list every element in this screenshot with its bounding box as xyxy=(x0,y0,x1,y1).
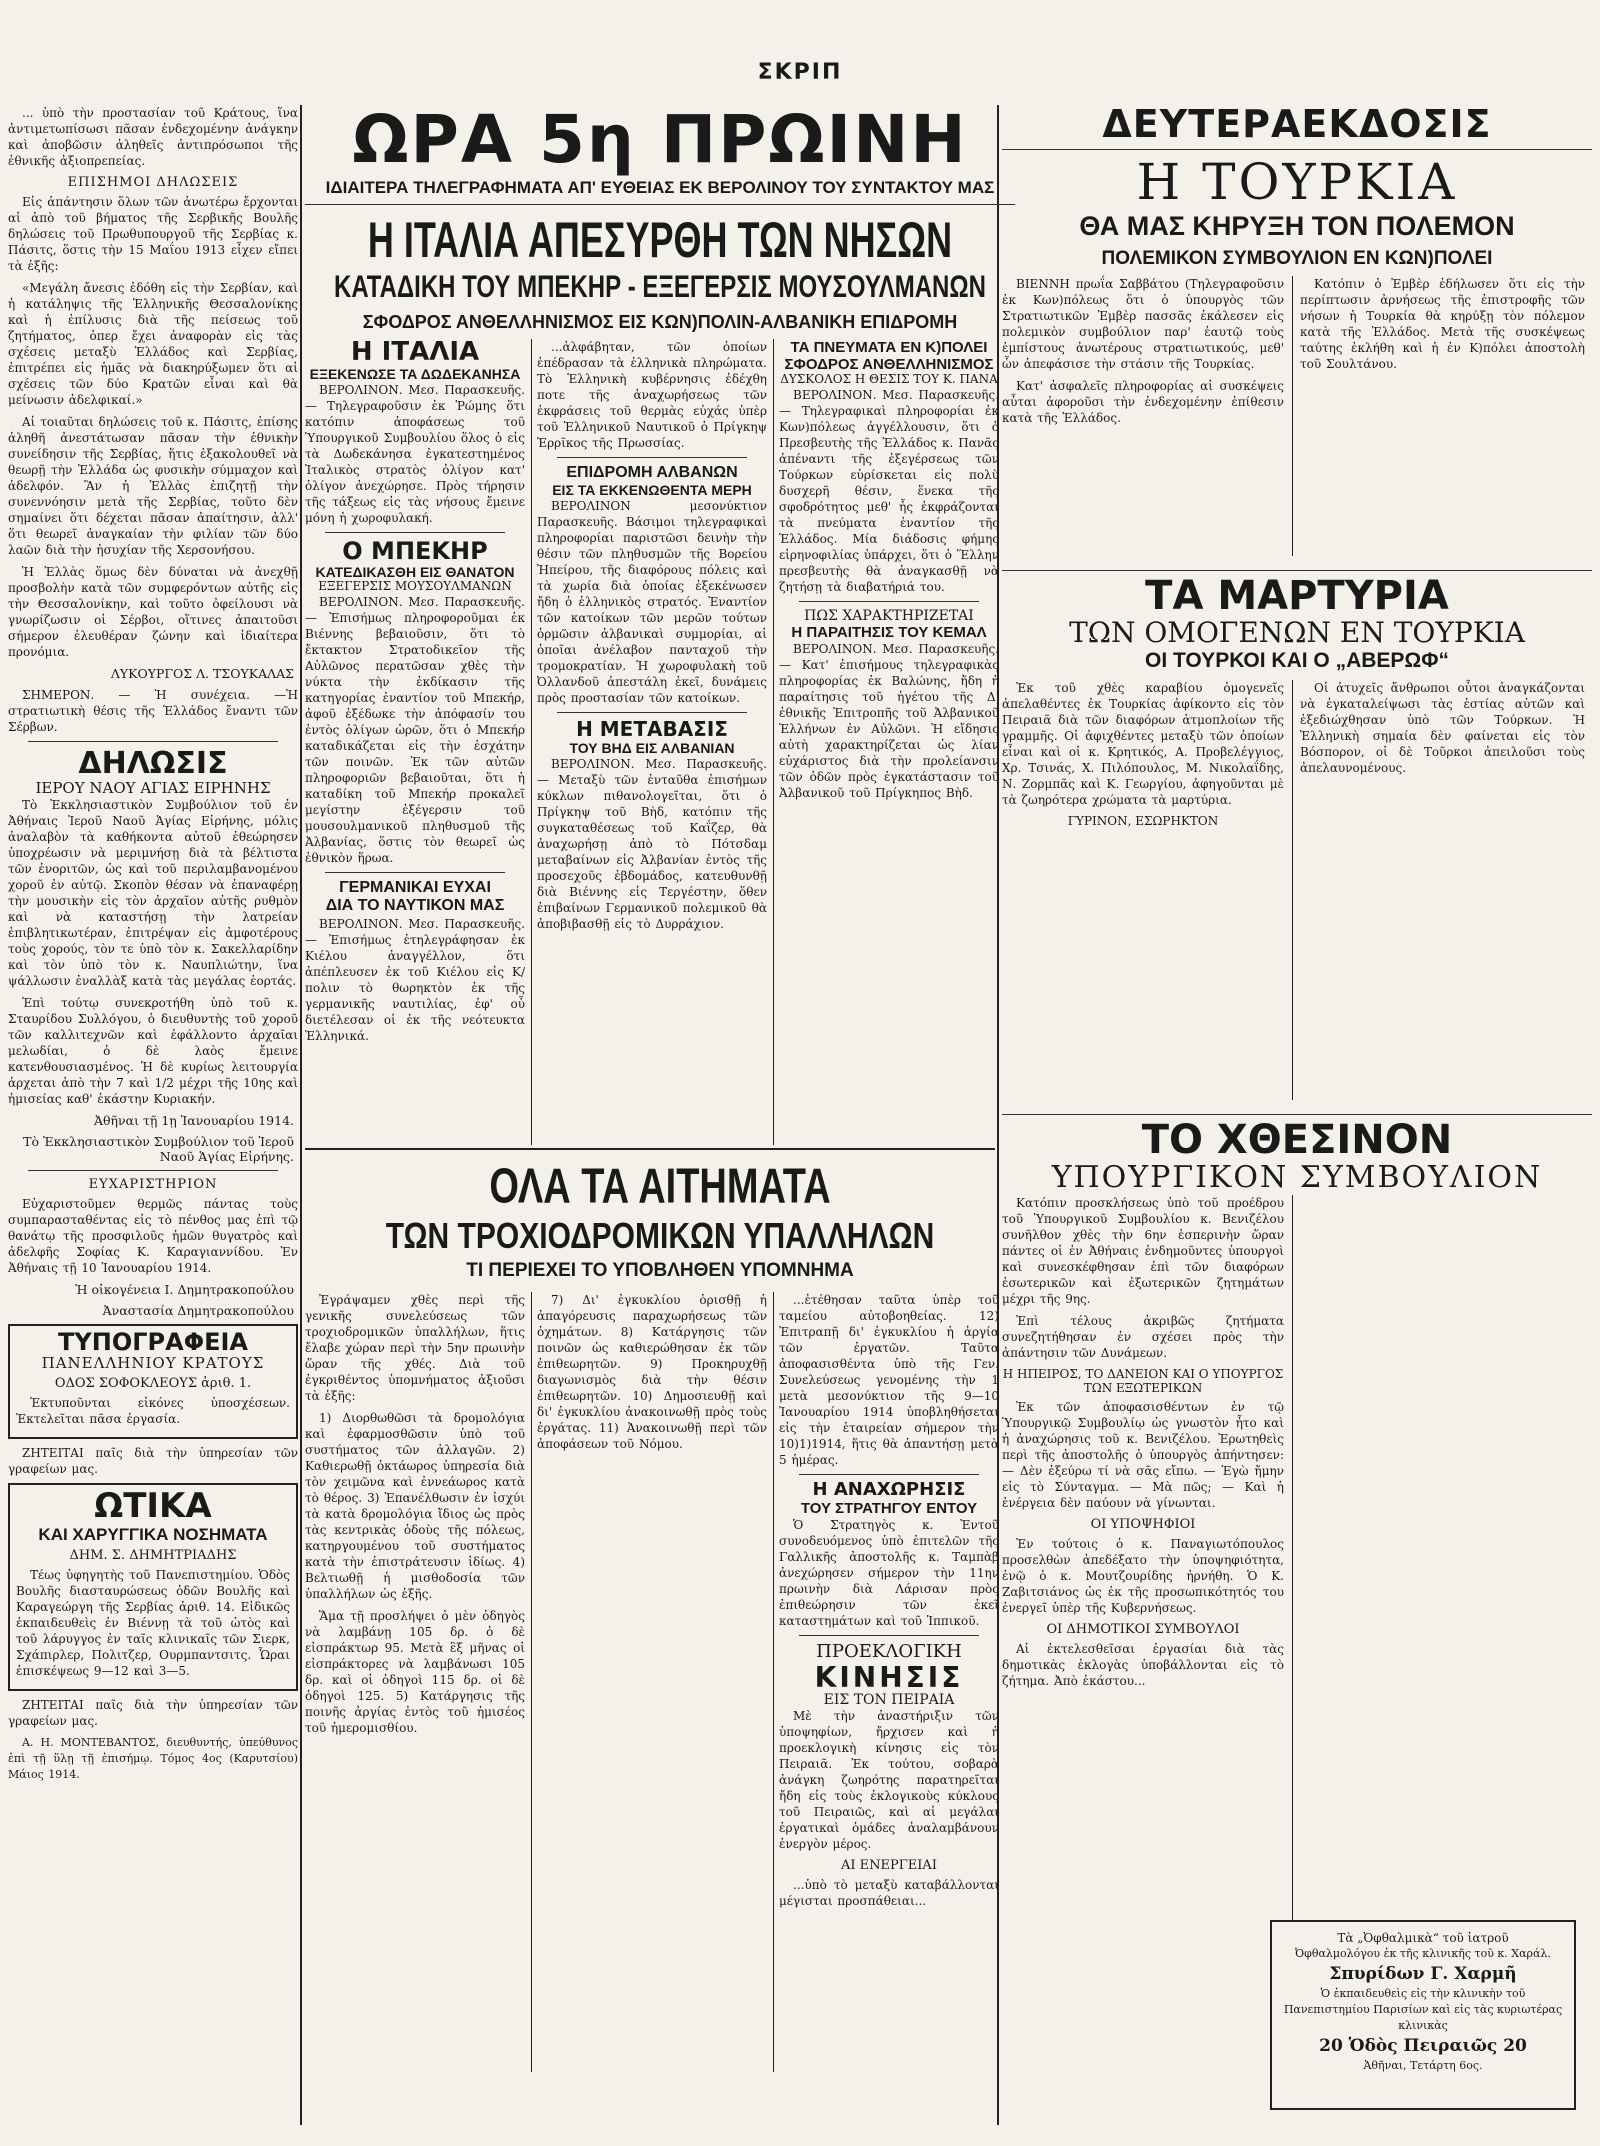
tram-headline-2: ΤΩΝ ΤΡΟΧΙΟΔΡΟΜΙΚΩΝ ΥΠΑΛΛΗΛΩΝ xyxy=(385,1216,935,1256)
center-subcolumns xyxy=(305,336,1015,1145)
constantinople-article xyxy=(779,339,999,808)
war-text: Κατ' ἀσφαλεῖς πληροφορίας αἱ συσκέψεις αὗται ἀφοροῦσι τὴν ἐνδεχομένην ἐπίθεσιν κατὰ τῆς Ἑλλάδος. xyxy=(1002,379,1284,426)
thanks-signature: Ἡ οἰκογένεια Ι. Δημητρακοπούλου xyxy=(75,1281,294,1297)
tram-article-continued xyxy=(537,1292,767,1458)
council-text: Ἐκ τῶν ἀποφασισθέντων ἐν τῷ Ὑπουργικῷ Συμβουλίῳ ὡς γνωστὸν ἦτο καὶ ἡ ἀναχώρησις τοῦ κ. Βενιζέλου. Ἐρωτηθεὶς περὶ τῆς ἀποστολῆς ὁ ὑπουργὸς ἀπήντησεν: — Δὲν ἐξεύρω τί νὰ σᾶς εἴπω. — Ἐγὼ ἤμην εἰς τὸ Σύνταγμα. — Μὰ πῶς; — Καὶ ἡ ἐνέργεια δὲν παύουν νὰ γίνωνται. xyxy=(1002,1400,1284,1511)
official-paragraph: Εἰς ἀπάντησιν ὅλων τῶν ἀνωτέρω ἔρχονται αἱ ἀπὸ τοῦ βήματος τῆς Σερβικῆς Βουλῆς δηλώσεις τοῦ Πρωθυπουργοῦ τῆς Σερβίας κ. Πάσιτς, ὅστις τὴν 15 Μαΐου 1913 εἶχεν εἴπει τὰ ἑξῆς: xyxy=(8,195,298,273)
masthead-title: ΣΚΡΙΠ xyxy=(757,60,843,85)
witness-text: Ἐκ τοῦ χθὲς καραβίου ὁμογενεῖς ἀπελαθέντες ἐκ Τουρκίας ἀφίκοντο εἰς τὸν Πειραιᾶ διὰ τῶν διαφόρων ἀτμοπλοίων τῆς γραμμῆς. Οἱ ἀφιχθέντες μεταξὺ τῶν ὁποίων εἶναι καὶ οἱ κ. Κρητικός, Α. Προβελέγγιος, Χρ. Τσινάς, Χ. Πιλόπουλος, Μ. Νικολαΐδης, Ν. Ζορμπᾶς καὶ Κ. Γεωργίου, ἀφηγοῦνται μὲ τὰ ζωηρότερα χρώματα τὰ μαρτύρια. xyxy=(1002,680,1284,807)
spirits-heading: ΤΑ ΠΝΕΥΜΑΤΑ ΕΝ Κ)ΠΟΛΕΙ xyxy=(790,338,988,356)
column-rule xyxy=(531,339,532,1145)
left-column xyxy=(8,105,298,2125)
tram-text: ...ἐτέθησαν ταῦτα ὑπὲρ τοῦ ταμείου αὐτοβοηθείας. 12) Ἐπιτραπῇ δι' ἐγκυκλίου ἡ ἀργία τῶν ἐργατῶν. Ταῦτα ἀποφασισθέντα ὑπὸ τῆς Γεν. Συνελεύσεως γενομένης τὴν 1 μετὰ μεσονύκτιον τῆς 9—10 Ἰανουαρίου 1914 ὑποβληθήσεται εἰς τὴν ἑταιρείαν σήμερον τὴν 10)1)1914, ἥτις θὰ ἀπαντήσῃ μετὰ 5 ἡμέρας. xyxy=(779,1293,999,1468)
kemal-subheading: Η ΠΑΡΑΙΤΗΣΙΣ ΤΟΥ ΚΕΜΑΛ xyxy=(791,623,987,641)
divider xyxy=(799,1635,979,1636)
divider xyxy=(799,601,979,602)
tram-text: 7) Δι' ἐγκυκλίου ὁρισθῇ ἡ ἀπαγόρευσις παραχωρήσεως τῶν ὀχημάτων. 8) Κατάργησις τῶν ποινῶν ὡς καθιερώθησαν ἐκ τῶν ἐπιθεωρητῶν. 9) Προκηρυχθῇ διαγωνισμὸς διὰ τὴν θέσιν ἐπιθεωρητῶν. 10) Δημοσιευθῇ καὶ δι' ἐγκυκλίου ἀνακοινωθῇ πρὸς τοὺς ἐργάτας. 11) Ἀνακοινωθῇ περὶ τῶν ἀποφάσεων τοῦ Νόμου. xyxy=(537,1293,767,1452)
spirits-subheading-2: ΔΥΣΚΟΛΟΣ Η ΘΕΣΙΣ ΤΟΥ Κ. ΠΑΝΑ xyxy=(780,372,998,387)
column-rule xyxy=(300,105,302,2125)
war-subcolumns xyxy=(1002,276,1592,566)
tram-text: Ἐγράψαμεν χθὲς περὶ τῆς γενικῆς συνελεύσεως τῶν τροχιοδρομικῶν ὑπαλλήλων, ἥτις ἔλαβε χώραν περὶ τὴν 5ην πρωινὴν ὥραν τῆς χθές. Διὰ τοῦ ἐγκριθέντος ὑπομνήματος ἀξιοῦσι τὰ ἑξῆς: xyxy=(305,1293,525,1404)
column-rule xyxy=(773,1292,774,2072)
turkey-headline: Η ΤΟΥΡΚΙΑ xyxy=(1136,152,1458,211)
intro-paragraph: ... ὑπὸ τὴν προστασίαν τοῦ Κράτους, ἵνα ἀντιμετωπίσωσι πᾶσαν ἐνδεχομένην ἀνάγκην καὶ ἀποβῶσιν ἀληθεῖς ἀντιπρόσωποι τῆς ἐθνικῆς ἀξιοπρεπείας. xyxy=(8,106,298,168)
divider xyxy=(557,712,747,713)
wied-text: ΒΕΡΟΛΙΝΟΝ. Μεσ. Παρασκευῆς. — Μεταξὺ τῶν ἐνταῦθα ἐπισήμων κύκλων πιθανολογεῖται, ὅτι ὁ Πρίγκηψ τοῦ Βὴδ, κατόπιν τῆς συγκαταθέσεως τοῦ Καΐζερ, θὰ ἀναχωρήσῃ ἀπὸ τὸ Πότσδαμ μεταβαίνων εἰς Ἀλβανίαν ἐντὸς τῆς προσεχοῦς ἑβδομάδος, κατευθυνθῇ διὰ Βιέννης εἰς Τεργέστην, ὅθεν ἐπιβαίνων Γερμανικοῦ πολεμικοῦ θὰ ἀποβιβασθῇ εἰς τὸ Δυρράχιον. xyxy=(537,757,767,932)
war-text: ΒΙΕΝΝΗ πρωΐα Σαββάτου (Τηλεγραφοῦσιν ἐκ Κων)πόλεως ὅτι ὁ ὑπουργὸς τῶν Στρατιωτικῶν Ἐμβὲρ πασσᾶς ἐκάλεσεν εἰς πολεμικὸν συμβούλιον παρ' ἑαυτῷ τοὺς ἐμπίστους ἀνωτέρους στρατιωτικούς, μεθ' ὧν ἀπεφάσισε τὴν στάσιν τῆς Τουρκίας. xyxy=(1002,277,1284,372)
municipal-heading: ΟΙ ΔΗΜΟΤΙΚΟΙ ΣΥΜΒΟΥΛΟΙ xyxy=(1046,1622,1240,1638)
ent-doctor-name: ΔΗΜ. Σ. ΔΗΜΗΤΡΙΑΔΗΣ xyxy=(69,1548,237,1564)
divider xyxy=(557,457,747,458)
banner-headline: ΩΡΑ 5η ΠΡΩΙΝΗ xyxy=(352,105,968,178)
church-date: Ἀθῆναι τῇ 1ῃ Ἰανουαρίου 1914. xyxy=(94,1112,294,1128)
epirus-heading: ΕΠΙΔΡΟΜΗ ΑΛΒΑΝΩΝ xyxy=(566,463,738,481)
witness-subcolumns xyxy=(1002,680,1592,1110)
witness-article-continued xyxy=(1300,680,1585,782)
candidates-heading: ΟΙ ΥΠΟΨΗΦΙΟΙ xyxy=(1090,1517,1196,1533)
publisher-note: Α. Η. ΜΟΝΤΕΒΑΝΤΟΣ, διευθυντής, ὑπεύθυνος ἐπὶ τῇ ὕλῃ τῇ ἐπισήμῳ. Τόμος 4ος (Καρυτσίου) Μάιος 1914. xyxy=(8,1736,298,1782)
tram-headline-3: ΤΙ ΠΕΡΙΕΧΕΙ ΤΟ ΥΠΟΒΛΗΘΕΝ ΥΠΟΜΝΗΜΑ xyxy=(466,1260,854,1282)
author-signature: ΛΥΚΟΥΡΓΟΣ Λ. ΤΣΟΥΚΑΛΑΣ xyxy=(110,666,294,681)
main-headline-3: ΣΦΟΔΡΟΣ ΑΝΘΕΛΛΗΝΙΣΜΟΣ ΕΙΣ ΚΩΝ)ΠΟΛΙΝ-ΑΛΒΑΝΙΚΗ ΕΠΙΔΡΟΜΗ xyxy=(362,311,958,332)
bekir-text: ΒΕΡΟΛΙΝΟΝ. Μεσ. Παρασκευῆς. — Ἐπισήμως πληροφοροῦμαι ἐκ Βιέννης βεβαιοῦσιν, ὅτι τὸ ἔκτακτον Στρατοδικεῖον τῆς Αὐλῶνος περατῶσαν χθὲς τὴν νύκτα τὴν ἐκδίκασιν τῆς κατηγορίας ἐναντίον τοῦ Μπεκήρ, ἀφοῦ ἐξέδωκε τὴν ἀπόφασίν του ἐντὸς ὀλίγων ὡρῶν, ὅτι ὁ Μπεκήρ καταδικάζεται εἰς τὴν ἐσχάτην τῶν ποινῶν. Ἐκ τῶν αὐτῶν πληροφοριῶν βεβαιοῦται, ὅτι ἡ καταδίκη τοῦ Μπεκήρ προκαλεῖ μεγίστην ἐξέγερσιν τοῦ μουσουλμανικοῦ πληθυσμοῦ τῆς Ἀλβανίας, ὅστις τὸν θεωρεῖ ὡς ἐθνικὸν ἥρωα. xyxy=(305,594,525,865)
today-note: ΣΗΜΕΡΟΝ. — Ἡ συνέχεια. —Ἡ στρατιωτικὴ θέσις τῆς Ἑλλάδος ἔναντι τῶν Σέρβων. xyxy=(8,688,298,734)
ad-line: Ὁ ἐκπαιδευθεὶς εἰς τὴν κλινικὴν τοῦ Πανεπιστημίου Παρισίων καὶ εἰς τὰς κυριωτέρας κλινικὰς xyxy=(1283,1987,1563,2032)
bottom-text: ...ὑπὸ τὸ μεταξὺ καταβάλλονται μέγισται προσπάθειαι... xyxy=(779,1878,999,1909)
turkey-headline-3: ΠΟΛΕΜΙΚΟΝ ΣΥΜΒΟΥΛΙΟΝ ΕΝ ΚΩΝ)ΠΟΛΕΙ xyxy=(1101,248,1493,270)
depart-heading: Η ΑΝΑΧΩΡΗΣΙΣ xyxy=(812,1479,966,1501)
main-headline-2: ΚΑΤΑΔΙΚΗ ΤΟΥ ΜΠΕΚΗΡ - ΕΞΕΓΕΡΣΙΣ ΜΟΥΣΟΥΛΜΑΝΩΝ xyxy=(334,270,986,306)
ad-line: Τὰ „Ὀφθαλμικὰ“ τοῦ ἰατροῦ xyxy=(1337,1931,1509,1945)
ent-doctor-ad xyxy=(8,1483,298,1691)
ad-line: Ὀφθαλμολόγου ἐκ τῆς κλινικῆς τοῦ κ. Χαράλ. xyxy=(1295,1947,1551,1960)
tram-article xyxy=(305,1292,525,1742)
war-article-continued xyxy=(1300,276,1585,378)
ent-text: Τέως ὑφηγητὴς τοῦ Πανεπιστημίου. Ὁδὸς Βουλῆς διασταυρώσεως ὁδῶν Βουλῆς καὶ Καραγεώργη τῆς Σερβίας ἀριθ. 14. Εἰδικῶς ἐκπαιδευθεὶς ἐν Βιέννῃ τὰ τοῦ ὠτὸς καὶ τοῦ λάρυγγος ἐν ταῖς κλινικαῖς τῶν Σιερκ, Σχάπιρλερ, Πολιτζερ, Ουρμπαντσιτς. Ὧραι ἐπισκέψεως 9—12 καὶ 3—5. xyxy=(16,1568,290,1679)
second-edition-banner: ΔΕΥΤΕΡΑΕΚΔΟΣΙΣ xyxy=(1102,105,1492,146)
divider xyxy=(799,1474,979,1475)
epirus-subheading: ΕΙΣ ΤΑ ΕΚΚΕΝΩΘΕΝΤΑ ΜΕΡΗ xyxy=(552,481,752,498)
column-rule xyxy=(1292,276,1293,556)
ad-line: Ἀθῆναι, Τετάρτη 6ος. xyxy=(1363,2059,1483,2072)
bekir-subheading: ΚΑΤΕΔΙΚΑΣΘΗ ΕΙΣ ΘΑΝΑΤΟΝ xyxy=(315,564,515,581)
official-heading: ΕΠΙΣΗΜΟΙ ΔΗΛΩΣΕΙΣ xyxy=(67,175,239,190)
witness-article xyxy=(1002,680,1284,832)
italy-article xyxy=(305,336,525,1050)
printing-heading: ΤΥΠΟΓΡΑΦΕΙΑ xyxy=(58,1327,248,1356)
divider xyxy=(305,204,1015,205)
official-paragraph: Ἡ Ἑλλὰς ὅμως δὲν δύναται νὰ ἀνεχθῇ προσβολὴν κατὰ τῶν συμφερόντων αὐτῆς εἰς τὴν Θεσσαλονίκην, καὶ τοῦτο ὀφείλουσι νὰ γνωρίζωσιν οἱ Σέρβοι, οἵτινες ἀπαιτοῦσι σήμερον ἐλευθέραν ζώνην καὶ ἰδιαίτερα προνόμια. xyxy=(8,565,298,659)
church-signature: Τὸ Ἐκκλησιαστικὸν Συμβούλιον τοῦ Ἱεροῦ Ναοῦ Ἁγίας Εἰρήνης. xyxy=(23,1133,294,1164)
turkey-headline-2: ΘΑ ΜΑΣ ΚΗΡΥΞΗ ΤΟΝ ΠΟΛΕΜΟΝ xyxy=(1079,211,1515,242)
witness-place: ΓΥΡΙΝΟΝ, ΕΣΩΡΗΚΤΟΝ xyxy=(1067,813,1219,828)
divider xyxy=(28,741,278,742)
council-headline-2: ΥΠΟΥΡΓΙΚΟΝ ΣΥΜΒΟΥΛΙΟΝ xyxy=(1051,1159,1543,1195)
divider xyxy=(325,532,505,533)
spirits-subheading: ΣΦΟΔΡΟΣ ΑΝΘΕΛΛΗΝΙΣΜΟΣ xyxy=(784,355,994,373)
epirus-text: ΒΕΡΟΛΙΝΟΝ μεσονύκτιον Παρασκευῆς. Βάσιμοι τηλεγραφικαὶ πληροφορίαι παριστῶσι δεινὴν τὴν θέσιν τῶν πληθυσμῶν τῆς Βορείου Ἠπείρου, τῆς διαφόρους πόλεις καὶ τὰ χωρία διὰ ὁποίας ἐξεκένωσεν ἤδη ὁ ἑλληνικὸς στρατός. Ἐναντίον τῶν κατοίκων τῶν μερῶν τούτων ὁρμῶσιν ἀλβανικαὶ συμμορίαι, αἱ ὁποῖαι ἀνέλαβον πανταχοῦ τὴν τρομοκρατίαν. Ἡ χωροφυλακὴ τοῦ Ὀλλανδοῦ ἀπεστάλη ἐκεῖ, δυνάμεις πρὸς προστασίαν τῶν κατοίκων. xyxy=(537,499,767,705)
thanks-paragraph: Εὐχαριστοῦμεν θερμῶς πάντας τοὺς συμπαρασταθέντας εἰς τὸ πένθος μας ἐπὶ τῷ θανάτῳ τῆς προσφιλοῦς ἡμῶν θυγατρὸς καὶ ἀδελφῆς Σοφίας Κ. Καραγιαννίδου. Ἐν Ἀθήναις τῇ 10 Ἰανουαρίου 1914. xyxy=(8,1196,298,1275)
italy-heading: Η ΙΤΑΛΙΑ xyxy=(350,336,480,367)
right-column xyxy=(1002,105,1592,2125)
wanted-notice: ΖΗΤΕΙΤΑΙ παῖς διὰ τὴν ὑπηρεσίαν τῶν γραφείων μας. xyxy=(8,1446,298,1477)
bekir-subheading-2: ΕΞΕΓΕΡΣΙΣ ΜΟΥΣΟΥΛΜΑΝΩΝ xyxy=(318,579,512,594)
pre-election-text: Μὲ τὴν ἀναστήριξιν τῶν ὑποψηφίων, ἤρχισεν καὶ ἡ προεκλογικὴ κίνησις εἰς τὸν Πειραιᾶ. Ἐκ τούτου, σοβαρὰ ἀνάγκη ζωηρότης παρατηρεῖται ἤδη εἰς τοὺς ἐκλογικοὺς κύκλους τοῦ Πειραιῶς, καὶ αἱ μεγάλαι ἐργατικαὶ ὁμάδες ἀναλαμβάνουν ἐνεργὸν μέρος. xyxy=(779,1709,999,1852)
center-bottom xyxy=(305,1160,1015,2120)
printing-ad xyxy=(8,1324,298,1439)
epirus-article xyxy=(537,339,767,939)
bekir-heading: Ο ΜΠΕΚΗΡ xyxy=(342,536,488,565)
italy-text: ΒΕΡΟΛΙΝΟΝ. Μεσ. Παρασκευῆς. — Τηλεγραφοῦσιν ἐκ Ῥώμης ὅτι κατόπιν ἀποφάσεως τοῦ Ὑπουργικοῦ Συμβουλίου ὅλος ὁ εἰς τὰ Δωδεκάνησα ἐγκατεστημένος Ἰταλικὸς στρατὸς ὀλίγον κατ' ὀλίγον ἀνεχώρησε. Πρὸς τήρησιν τῆς τάξεως εἰς τὰς νήσους ἔμεινε μόνη ἡ χωροφυλακή. xyxy=(305,382,525,525)
witness-headline-3: ΟΙ ΤΟΥΡΚΟΙ ΚΑΙ Ο „ΑΒΕΡΩΦ“ xyxy=(1144,649,1449,673)
witness-headline: ΤΑ ΜΑΡΤΥΡΙΑ xyxy=(1145,573,1449,620)
pre-election-subheading-2: ΕΙΣ ΤΟΝ ΠΕΙΡΑΙΑ xyxy=(823,1692,955,1709)
printing-subheading: ΠΑΝΕΛΛΗΝΙΟΥ ΚΡΑΤΟΥΣ xyxy=(41,1353,265,1372)
depart-subheading: ΤΟΥ ΣΤΡΑΤΗΓΟΥ ΕΝΤΟΥ xyxy=(800,1499,978,1517)
main-headline: Η ΙΤΑΛΙΑ ΑΠΕΣΥΡΘΗ ΤΩΝ ΝΗΣΩΝ xyxy=(367,210,953,268)
candidates-text: Ἐν τούτοις ὁ κ. Παναγιωτόπουλος προσελθὼν ἀπεδέξατο τὴν ὑποψηφιότητα, ἐνῷ ὁ κ. Μουτζουρίδης ἠρνήθη. Ὁ Κ. Ζαβιτσιάνος ὡς ἐκ τῆς προσωπικότητός του ἐνεργεῖ ὑπὲρ τῆς Κυβερνήσεως. xyxy=(1002,1537,1284,1616)
pre-election-heading: ΠΡΟΕΚΛΟΓΙΚΗ xyxy=(816,1641,962,1663)
war-text: Κατόπιν ὁ Ἐμβὲρ ἐδήλωσεν ὅτι εἰς τὴν περίπτωσιν ἀρνήσεως τῆς ἐπιστροφῆς τῶν νήσων ἡ Τουρκία θὰ κηρύξῃ τὸν πόλεμον κατὰ τῆς Ἑλλάδος. Μετὰ τῆς συσκέψεως ταύτης ἐκλήθη καὶ ἡ ἐν Κ)πόλει ἀποστολὴ τοῦ Σουλτάνου. xyxy=(1300,277,1585,372)
kemal-text: ΒΕΡΟΛΙΝΟΝ. Μεσ. Παρασκευῆς. — Κατ' ἐπισήμους τηλεγραφικὰς πληροφορίας ἐκ Βαλώνης, ἤδη ἡ παραίτησις τοῦ ἡγέτου τῆς Δ' ἐθνικῆς Ἐπιτροπῆς τοῦ Ἀλβανικοῦ Ἑλλήνων ἐν Αὐλῶνι. Ἡ εἴδησις αὐτὴ χαρακτηρίζεται ὡς λίαν εὐχάριστος διὰ τὴν προλείανσιν τῶν ὁδῶν πρὸς ἐγκατάστασιν τοῦ Ἀλβανικοῦ τοῦ Πρίγκηπος Βὴδ. xyxy=(779,642,999,801)
official-paragraph: «Μεγάλη ἄνεσις ἐδόθη εἰς τὴν Σερβίαν, καὶ ἡ κατάληψις τῆς Ἑλληνικῆς Θεσσαλονίκης καὶ ἡ ἐπίλυσις διὰ τῆς πείσεως τοῦ ζητήματος, ὁπερ ἔχει ἀναφορὰν εἰς τὰς σχέσεις μεταξὺ Ἑλλάδος καὶ Σερβίας, ἐπιτρέπει εἰς ἡμᾶς νὰ διακηρύξωμεν ὅτι αἱ σχέσεις τῶν δύο Κρατῶν εἶναι καὶ θὰ μείνωσιν ἀδελφικαί.» xyxy=(8,281,298,407)
german-heading: ΓΕΡΜΑΝΙΚΑΙ ΕΥΧΑΙ xyxy=(339,878,491,896)
tram-text: Ἅμα τῇ προσλήψει ὁ μὲν ὁδηγὸς νὰ λαμβάνῃ 105 δρ. ὁ δὲ εἰσπράκτωρ 95. Μετὰ ἓξ μῆνας οἱ εἰσπράκτορες νὰ λαμβάνωσι 105 δρ. καὶ οἱ ὁδηγοὶ 115 δρ. οἱ δὲ ὁδηγοὶ 125. 5) Κατάργησις τῆς ποινῆς ἀργίας ἐντὸς τοῦ ἡμισέος τοῦ ἡμερομισθίου. xyxy=(305,1609,525,1736)
wanted-notice: ΖΗΤΕΙΤΑΙ παῖς διὰ τὴν ὑπηρεσίαν τῶν γραφείων μας. xyxy=(8,1698,298,1729)
ophthalmology-ad xyxy=(1270,1920,1576,2110)
spirits-text: ΒΕΡΟΛΙΝΟΝ. Μεσ. Παρασκευῆς. — Τηλεγραφικαὶ πληροφορίαι ἐκ Κων)πόλεως ἀγγέλλουσιν, ὅτι ὁ Πρεσβευτὴς τῆς Ἑλλάδος κ. Πανᾶς ἀπέναντι τῆς ἐξεγέρσεως τῶν Τούρκων εὑρίσκεται εἰς πολὺ δυσχερῆ θέσιν, ἕνεκα τῆς σφοδρότητος μεθ' ἧς ἐκφράζονται τὰ πνεύματα ἐναντίον τῆς Ἑλλάδος. Μία διάδοσις φήμης εἰρηνοφιλίας ὑπάρχει, ὅτι ὁ Ἕλλην πρεσβευτὴς θὰ ἀναγκασθῇ νὰ ζητήσῃ τὰ διαβατήριά του. xyxy=(779,387,999,594)
german-subheading: ΔΙΑ ΤΟ ΝΑΥΤΙΚΟΝ ΜΑΣ xyxy=(325,897,505,915)
pre-election-subheading: ΚΙΝΗΣΙΣ xyxy=(814,1660,964,1694)
church-paragraph: Τὸ Ἐκκλησιαστικὸν Συμβούλιον τοῦ ἐν Ἀθήναις Ἱεροῦ Ναοῦ Ἁγίας Εἰρήνης, μόλις ἀναλαβὸν τὰ καθήκοντα αὐτοῦ ἐθεώρησεν ὑποχρέωσιν νὰ μεριμνήσῃ διὰ τὰ βέλτιστα τῶν ἐνοριτῶν, ὡς καὶ τοῦ περιλαμβανομένου χοροῦ ἐν αὐτῷ. Σκοπὸν θέσαν νὰ ἐπαναφέρῃ τὴν μουσικὴν εἰς τὸν ἀρχαῖον αὐτῆς ρυθμὸν καὶ νὰ καταστήσῃ τὴν λατρείαν ἐπιβλητικωτέραν, ἐπιτρέψαν εἰς ἀμφοτέρους τοὺς χορούς, τὸν τε ὑπὸ τὸν κ. Σακελλαρίδην καὶ τὸν ὑπὸ τὸν κ. Ναυπλιώτην, ἵνα ψάλλωσιν ἐναλλὰξ κατὰ τὰς μεγάλας ἑορτάς. xyxy=(8,797,298,988)
divider xyxy=(325,872,505,873)
church-subheading: ΙΕΡΟΥ ΝΑΟΥ ΑΓΙΑΣ ΕΙΡΗΝΗΣ xyxy=(35,778,271,797)
ad-address: 20 Ὁδὸς Πειραιῶς 20 xyxy=(1319,2036,1527,2056)
tram-subcolumns xyxy=(305,1292,1015,2092)
printing-address: ΟΔΟΣ ΣΟΦΟΚΛΕΟΥΣ ἀριθ. 1. xyxy=(54,1376,252,1392)
misc-column xyxy=(779,1292,999,1915)
column-rule xyxy=(773,339,774,1145)
thanks-signature: Ἀναστασία Δημητρακοπούλου xyxy=(102,1302,294,1318)
continued-text: ...ἀλφάβηταν, τῶν ὁποίων ἐπέδρασαν τὰ ἑλληνικὰ πληρώματα. Τὸ Ἑλληνικὴ κυβέρνησις ἐδέχθη ποτε τῆς ἀναχωρήσεως τῶν ἐκφράσεις τοῦ θερμὰς εὐχάς ὑπὲρ τοῦ Ἑλληνικοῦ Ναυτικοῦ ὁ Πρίγκηψ Ἑρρῖκος τῆς Πρωσσίας. xyxy=(537,339,767,450)
ent-heading: ΩΤΙΚΑ xyxy=(94,1486,212,1527)
energetic-heading: ΑΙ ΕΝΕΡΓΕΙΑΙ xyxy=(841,1858,937,1874)
italy-subheading: ΕΞΕΚΕΝΩΣΕ ΤΑ ΔΩΔΕΚΑΝΗΣΑ xyxy=(309,365,521,382)
witness-headline-2: ΤΩΝ ΟΜΟΓΕΝΩΝ ΕΝ ΤΟΥΡΚΙΑ xyxy=(1069,616,1525,650)
ent-subheading: ΚΑΙ ΧΑΡΥΓΓΙΚΑ ΝΟΣΗΜΑΤΑ xyxy=(38,1524,268,1544)
kemal-heading: ΠΩΣ ΧΑΡΑΚΤΗΡΙΖΕΤΑΙ xyxy=(804,607,974,624)
center-top xyxy=(305,105,1015,1145)
column-rule xyxy=(531,1292,532,2072)
war-article xyxy=(1002,276,1284,432)
church-heading: ΔΗΛΩΣΙΣ xyxy=(78,746,228,781)
council-text: Κατόπιν προσκλήσεως ὑπὸ τοῦ προέδρου τοῦ Ὑπουργικοῦ Συμβουλίου κ. Βενιζέλου συνῆλθον χθὲς τὴν 6ην ἑσπερινὴν ὥραν πάντες οἱ ἐν Ἀθήναις ἐνδημοῦντες ὑπουργοὶ καὶ συνεσκέφθησαν ἐπὶ τῶν διαφόρων ἐσωτερικῶν καὶ ἐξωτερικῶν ζητημάτων μέχρι τῆς 9ης. xyxy=(1002,1196,1284,1307)
divider xyxy=(28,1170,278,1171)
council-article xyxy=(1002,1195,1284,1695)
official-paragraph: Αἱ τοιαῦται δηλώσεις τοῦ κ. Πάσιτς, ἐπίσης ἀληθῆ ἀνεστάτωσαν πᾶσαν τὴν ἐθνικὴν συνείδησιν τῆς Σερβίας, ἥτις ἐξακολουθεῖ νὰ θεωρῇ τὴν Ἑλλάδα ὡς φυσικὴν σύμμαχον καὶ ἀδελφόν. Ἂν ἡ Ἑλλὰς ἐπιζητῇ τὴν συνεννόησιν μετὰ τῆς Σερβίας, τοῦτο δὲν σημαίνει ὅτι δέχεται πᾶσαν ἀπαίτησιν, ἀλλ' ὅτι θεωρεῖ ἀναγκαίαν τὴν φιλίαν τῶν δύο λαῶν διὰ τὴν ἡσυχίαν τῆς Χερσονήσου. xyxy=(8,415,298,557)
wied-heading: Η ΜΕΤΑΒΑΣΙΣ xyxy=(576,717,728,741)
banner-subheadline: ΙΔΙΑΙΤΕΡΑ ΤΗΛΕΓΡΑΦΗΜΑΤΑ ΑΠ' ΕΥΘΕΙΑΣ ΕΚ ΒΕΡΟΛΙΝΟΥ ΤΟΥ ΣΥΝΤΑΚΤΟΥ ΜΑΣ xyxy=(325,178,995,198)
council-text: Ἐπὶ τέλους ἀκριβῶς ζητήματα συνεζητήθησαν ἐν σχέσει πρὸς τὴν ἀπάντησιν τῶν Δυνάμεων. xyxy=(1002,1314,1284,1361)
thanks-heading: ΕΥΧΑΡΙΣΤΗΡΙΟΝ xyxy=(88,1176,218,1192)
divider xyxy=(1002,149,1592,150)
tram-text: 1) Διορθωθῶσι τὰ δρομολόγια καὶ ἐφαρμοσθῶσιν ὑπὸ τοῦ συστήματος τῶν ἀλλαγῶν. 2) Καθιερωθῇ ὀκτάωρος ὑπηρεσία διὰ τὸν χειμῶνα καὶ ἐννεάωρος κατὰ τὸ θέρος. 3) Ἐπανέλθωσιν ἐν ἰσχύι τὰ κατὰ δρομολόγια ἴδιος ὡς πρὸς τὰς κεντρικὰς ὁδοὺς τῆς πόλεως, κατηργουμένου τοῦ συστήματος κατὰ τὴν ἐπιστράτευσιν ἰδίως. 4) Βελτιωθῇ ἡ μισθοδοσία τῶν ὑπαλλήλων ὡς ἑξῆς. xyxy=(305,1411,525,1602)
column-rule xyxy=(1292,680,1293,1100)
council-headline: ΤΟ ΧΘΕΣΙΝΟΝ xyxy=(1141,1116,1453,1163)
epirus-note: Η ΗΠΕΙΡΟΣ, ΤΟ ΔΑΝΕΙΟΝ ΚΑΙ Ο ΥΠΟΥΡΓΟΣ ΤΩΝ ΕΞΩΤΕΡΙΚΩΝ xyxy=(1002,1367,1284,1396)
church-paragraph: Ἐπὶ τούτῳ συνεκροτήθη ὑπὸ τοῦ κ. Σταυρίδου Συλλόγου, ὁ διευθυντὴς τοῦ χοροῦ τῶν καλλιτεχνῶν καὶ ἐφάλλοντο ἀρχαῖαι μελωδίαι, ὁ δὲ λαὸς ἔμεινε κατενθουσιασμένος. Ἡ δὲ κυρίως λειτουργία ἀρχεται ἀπὸ τὴν 7 καὶ 1/2 μέχρι τῆς 10ης καὶ ἡμισείας καθ' ἑκάστην Κυριακήν. xyxy=(8,995,298,1106)
witness-text: Οἱ ἀτυχεῖς ἄνθρωποι οὗτοι ἀναγκάζονται νὰ ἐγκαταλείψωσι τὰς ἑστίας αὐτῶν καὶ ἐξεδιώχθησαν ὑπὸ τῶν Τούρκων. Ἡ Ἑλληνικὴ σημαία δὲν φαίνεται εἰς τὸν Βόσπορον, οἱ δὲ Τοῦρκοι ἀπειλοῦσι τοὺς ἀπελαυνομένους. xyxy=(1300,680,1585,775)
divider xyxy=(1002,570,1592,571)
ad-doctor-name: Σπυρίδων Γ. Χαρμῆ xyxy=(1329,1964,1517,1984)
printing-text: Ἐκτυποῦνται εἰκόνες ὑποσχέσεων. Ἐκτελεῖται πᾶσα ἐργασία. xyxy=(16,1396,290,1427)
municipal-text: Αἱ ἐκτελεσθεῖσαι ἐργασίαι διὰ τὰς δημοτικὰς ἐκλογὰς ὑποβάλλονται εἰς τὸ ζήτημα. Ἀπὸ ἑκάστου... xyxy=(1002,1642,1284,1689)
german-text: ΒΕΡΟΛΙΝΟΝ. Μεσ. Παρασκευῆς. — Ἐπισήμως ἐτηλεγράφησαν ἐκ Κιέλου ἀναγγέλλον, ὅτι ἀπέπλευσεν ἐκ τοῦ Κιέλου εἰς Κ/πολιν τὸ θωρηκτὸν ἐκ τῆς γερμανικῆς ναυτιλίας, ἐφ' οὗ διετέλεσαν οἱ ἐκ τῆς νεότευκτα Ἑλληνικά. xyxy=(305,916,525,1043)
tram-headline: ΟΛΑ ΤΑ ΑΙΤΗΜΑΤΑ xyxy=(489,1160,831,1215)
divider xyxy=(1002,1114,1592,1115)
wied-subheading: ΤΟΥ ΒΗΔ ΕΙΣ ΑΛΒΑΝΙΑΝ xyxy=(569,740,735,756)
section-rule xyxy=(305,1148,995,1150)
depart-text: Ὁ Στρατηγὸς κ. Ἐντοῦ συνοδευόμενος ὑπὸ ἐπιτελῶν τῆς Γαλλικῆς ἀποστολῆς κ. Ταμπὰβ ἀνεχώρησεν σήμερον τὴν 11ην πρωινὴν διὰ Λάρισαν πρὸς ἐπιθεώρησιν τῶν ἐκεῖ καταστημάτων καὶ τοῦ Ἱππικοῦ. xyxy=(779,1518,999,1629)
